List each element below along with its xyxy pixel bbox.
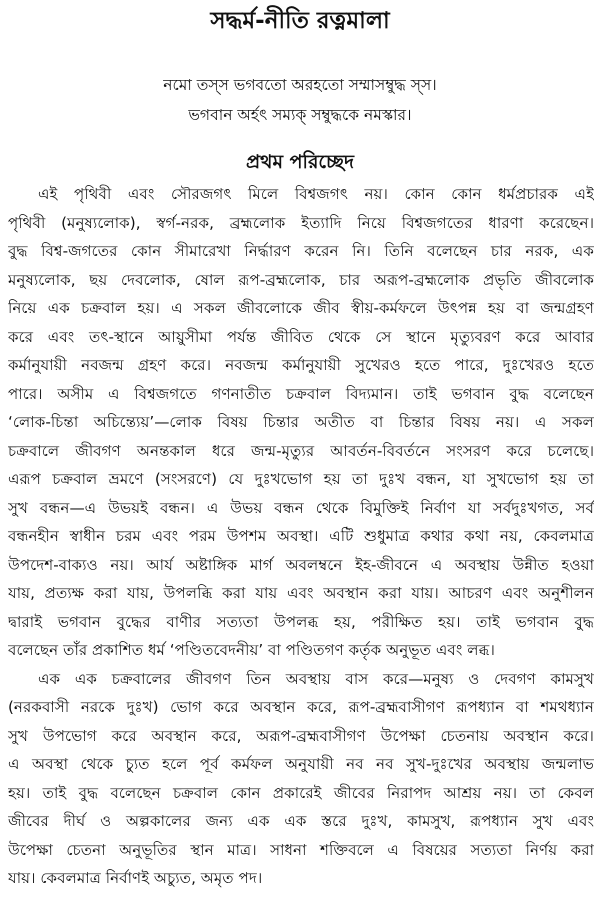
text-line: হয়। তাই বুদ্ধ বলেছেন চক্রবাল কোন প্রকারেই জীবের নিরাপদ আশ্রয় নয়। তা কেবল (8, 783, 594, 802)
body-text (8, 180, 594, 893)
text-line: উপদেশ-বাক্যও নয়। আর্য অষ্টাঙ্গিক মার্গ অবলম্বনে ইহ-জীবনে এ অবস্থায় উন্নীত হওয়া (8, 555, 594, 574)
text-line: দ্বারাই ভগবান বুদ্ধের বাণীর সত্যতা উপলব্ধ হয়, পরীক্ষিত হয়। তাই ভগবান বুদ্ধ (8, 612, 594, 631)
text-line: (নরকবাসী নরকে দুঃখ) ভোগ করে অবস্থান করে, রূপ-ব্রহ্মবাসীগণ রূপধ্যান বা শমথধ্যান (8, 698, 594, 716)
text-line: এক এক চক্রবালের জীবগণ তিন অবস্থায় বাস করে—মনুষ্য ও দেবগণ কামসুখ (38, 669, 594, 688)
text-line: বন্ধনহীন স্বাধীন চরম এবং পরম উপশম অবস্থা। এটি শুধুমাত্র কথার কথা নয়, কেবলমাত্র (8, 527, 594, 545)
text-line: এরূপ চক্রবাল ভ্রমণে (সংসরণে) যে দুঃখভোগ হয় তা দুঃখ বন্ধন, যা সুখভোগ হয় তা (8, 470, 594, 488)
text-line: এ অবস্থা থেকে চ্যুত হলে পূর্ব কর্মফল অনুযায়ী নব নব সুখ-দুঃখের অবস্থায় জন্মলাভ (8, 755, 594, 773)
text-line: সুখ উপভোগ করে অবস্থান করে, অরূপ-ব্রহ্মবাসীগণ উপেক্ষা চেতনায় অবস্থান করে। (8, 726, 594, 745)
text-line: করে এবং তৎ-স্থানে আয়ুসীমা পর্যন্ত জীবিত থেকে সে স্থানে মৃত্যুবরণ করে আবার (8, 327, 594, 346)
text-line: যায়। কেবলমাত্র নির্বাণই অচ্যুত, অমৃত পদ। (8, 869, 263, 887)
text-line: নিয়ে এক চক্রবাল হয়। এ সকল জীবলোকে জীব স্বীয়-কর্মফলে উৎপন্ন হয় বা জন্মগ্রহণ (8, 299, 594, 317)
text-line: বলেছেন তাঁর প্রকাশিত ধর্ম ‘পণ্ডিতবেদনীয়’ বা পণ্ডিতগণ কর্তৃক অনুভূত এবং লব্ধ। (8, 641, 495, 659)
chapter-heading: প্রথম পরিচ্ছেদ (245, 151, 355, 173)
text-line: বুদ্ধ বিশ্ব-জগতের কোন সীমারেখা নির্দ্ধারণ করেন নি। তিনি বলেছেন চার নরক, এক (8, 242, 594, 260)
text-line: পৃথিবী (মনুষ্যলোক), স্বর্গ-নরক, ব্রহ্মলোক ইত্যাদি নিয়ে বিশ্বজগতের ধারণা করেছেন। (8, 213, 594, 232)
text-line: ‘লোক-চিন্তা অচিন্ত্যেয়’—লোক বিষয় চিন্তার অতীত বা চিন্তার বিষয় নয়। এ সকল (8, 413, 594, 431)
page-title: সদ্ধর্ম-নীতি রত্নমালা (210, 8, 390, 34)
invocation-block (0, 70, 600, 130)
text-line: যায়, প্রত্যক্ষ করা যায়, উপলব্ধি করা যায় এবং অবস্থান করা যায়। আচরণ এবং অনুশীলন (8, 584, 594, 602)
text-line: জীবের দীর্ঘ ও অল্পকালের জন্য এক এক স্তরে দুঃখ, কামসুখ, রূপধ্যান সুখ এবং (8, 812, 594, 830)
invocation-line-bengali: ভগবান অর্হৎ সম্যক্‌ সম্বুদ্ধকে নমস্কার। (188, 106, 412, 124)
invocation-line-pali: নমো তস্‌স ভগবতো অরহতো সম্মাসম্বুদ্ধ স্‌স। (163, 76, 437, 94)
text-line: এই পৃথিবী এবং সৌরজগৎ মিলে বিশ্বজগৎ নয়। কোন কোন ধর্মপ্রচারক এই (38, 185, 594, 203)
text-line: পারে। অসীম এ বিশ্বজগতে গণনাতীত চক্রবাল বিদ্যমান। তাই ভগবান বুদ্ধ বলেছেন (8, 384, 594, 403)
text-line: কর্মানুযায়ী নবজন্ম গ্রহণ করে। নবজন্ম কর্মানুযায়ী সুখেরও হতে পারে, দুঃখেরও হতে (8, 356, 594, 374)
text-line: মনুষ্যলোক, ছয় দেবলোক, ষোল রূপ-ব্রহ্মলোক, চার অরূপ-ব্রহ্মলোক প্রভৃতি জীবলোক (8, 270, 594, 289)
paragraph (8, 665, 594, 893)
text-line: চক্রবালে জীবগণ অনন্তকাল ধরে জন্ম-মৃত্যুর আবর্তন-বিবর্তনে সংসরণ করে চলেছে। (8, 441, 594, 460)
text-line: উপেক্ষা চেতনা অনুভূতির স্থান মাত্র। সাধনা শক্তিবলে এ বিষয়ের সত্যতা নির্ণয় করা (8, 840, 594, 859)
text-line: সুখ বন্ধন—এ উভয়ই বন্ধন। এ উভয় বন্ধন থেকে বিমুক্তিই নির্বাণ যা সর্বদুঃখগত, সর্ব (8, 498, 594, 517)
paragraph (8, 180, 594, 665)
